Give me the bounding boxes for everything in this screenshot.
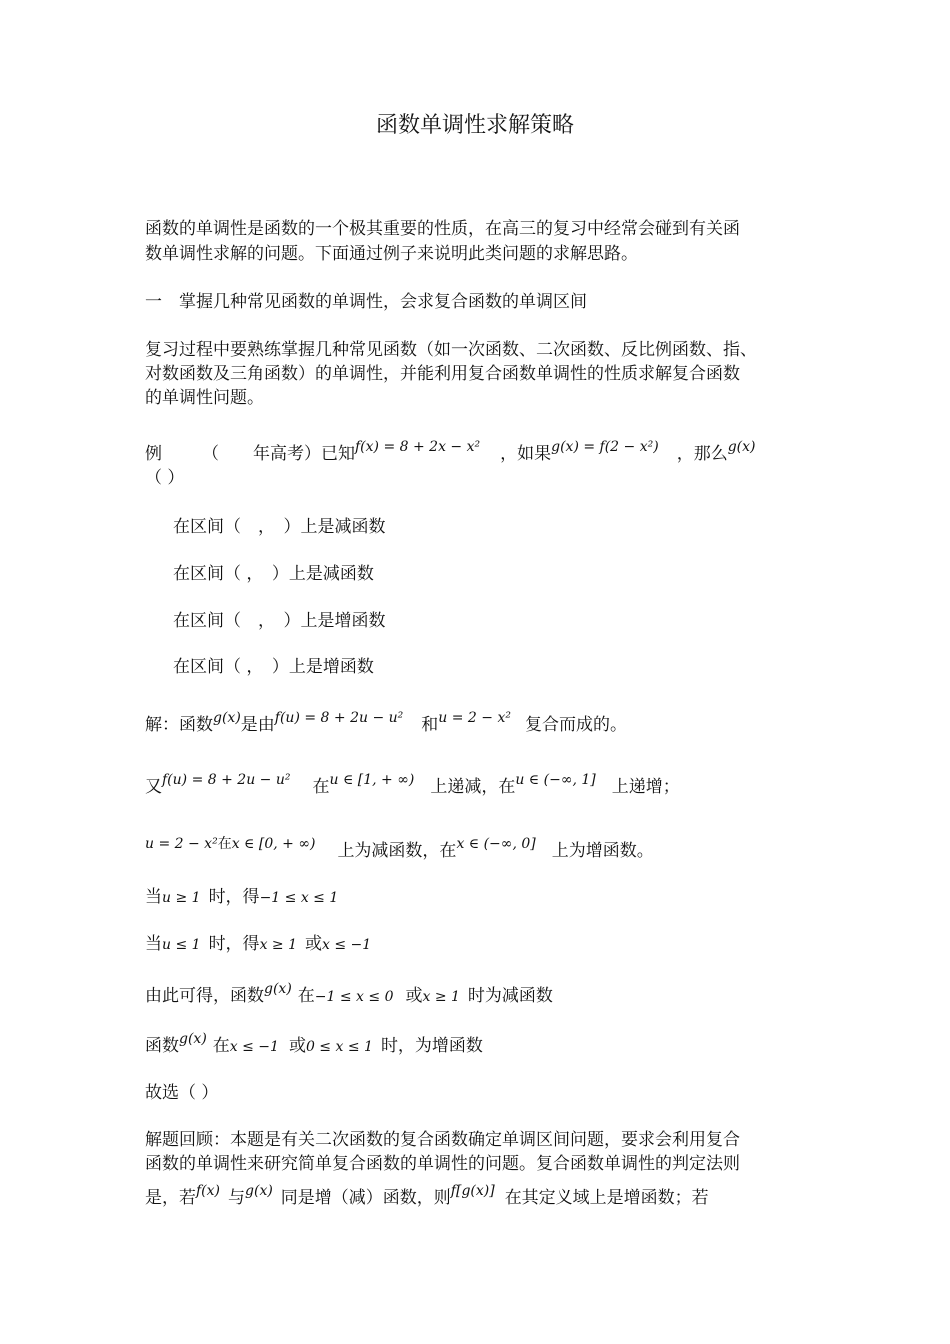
solution-line-3 bbox=[145, 836, 654, 863]
intro-line-2: 数单调性求解的问题。下面通过例子来说明此类问题的求解思路。 bbox=[145, 244, 638, 264]
example-answer-paren: （ ） bbox=[145, 468, 185, 488]
solution-text: 在 bbox=[297, 986, 315, 1006]
intro-line-1: 函数的单调性是函数的一个极其重要的性质，在高三的复习中经常会碰到有关函 bbox=[145, 219, 740, 239]
review2-line-2: 函数的单调性来研究简单复合函数的单调性的问题。复合函数单调性的判定法则 bbox=[145, 1154, 740, 1174]
solution-text: 上为增函数。 bbox=[551, 841, 654, 861]
g-of-x: g(x) bbox=[179, 1031, 207, 1047]
solution-text: 上为减函数，在 bbox=[337, 841, 457, 861]
solution-text: 是由 bbox=[240, 715, 275, 735]
review-line-1: 复习过程中要熟练掌握几种常见函数（如一次函数、二次函数、反比例函数、指、 bbox=[145, 340, 757, 360]
example-label: 例 bbox=[145, 444, 162, 464]
option-c: 在区间（ ， ）上是增函数 bbox=[173, 611, 386, 631]
review-line-3: 的单调性问题。 bbox=[145, 388, 264, 408]
solution-label: 解：函数 bbox=[145, 715, 213, 735]
solution-line-7 bbox=[145, 1031, 483, 1058]
solution-line-5 bbox=[145, 933, 371, 956]
example-line bbox=[145, 439, 756, 466]
result: x ≥ 1 bbox=[259, 937, 297, 953]
example-text: 年高考）已知 bbox=[253, 444, 355, 464]
review-text: 与 bbox=[228, 1188, 246, 1208]
g-of-x: g(x) bbox=[213, 710, 241, 726]
review2-line-1: 解题回顾：本题是有关二次函数的复合函数确定单调区间问题，要求会利用复合 bbox=[145, 1130, 740, 1150]
review-line-2: 对数函数及三角函数）的单调性，并能利用复合函数单调性的性质求解复合函数 bbox=[145, 364, 740, 384]
section-heading: 一 掌握几种常见函数的单调性，会求复合函数的单调区间 bbox=[145, 292, 587, 312]
solution-text: 或 bbox=[288, 1036, 306, 1056]
solution-text: 在 bbox=[217, 836, 232, 852]
solution-text: 时为减函数 bbox=[467, 986, 553, 1006]
review-text: 是，若 bbox=[145, 1188, 196, 1208]
solution-text: 上递增； bbox=[611, 777, 680, 797]
solution-text: 在 bbox=[312, 777, 330, 797]
interval: x ≤ −1 bbox=[229, 1039, 279, 1055]
f-of-g-of-x: f[g(x)] bbox=[450, 1183, 495, 1199]
choose-answer: 故选（ ） bbox=[145, 1083, 219, 1103]
solution-text: 或 bbox=[305, 934, 322, 954]
solution-text: 又 bbox=[145, 777, 162, 797]
f-of-x: f(x) bbox=[196, 1183, 221, 1199]
solution-line-2 bbox=[145, 772, 680, 799]
interval: u ∈ (−∞, 1] bbox=[515, 772, 596, 788]
solution-text: 当 bbox=[145, 934, 162, 954]
example-text-3: ，那么 bbox=[676, 444, 728, 464]
review-text: 同是增（减）函数，则 bbox=[280, 1188, 451, 1208]
u-definition: u = 2 − x² bbox=[438, 710, 511, 726]
solution-line-1 bbox=[145, 710, 627, 737]
solution-text: 在 bbox=[212, 1036, 230, 1056]
review-text: 在其定义域上是增函数；若 bbox=[504, 1188, 709, 1208]
page-title: 函数单调性求解策略 bbox=[375, 113, 574, 138]
solution-text: 时，得 bbox=[208, 934, 260, 954]
g-of-x: g(x) bbox=[727, 439, 756, 455]
solution-line-6 bbox=[145, 981, 553, 1008]
f-of-u: f(u) = 8 + 2u − u² bbox=[162, 772, 291, 788]
f-definition: f(x) = 8 + 2x − x² bbox=[355, 439, 481, 455]
solution-text-2: 和 bbox=[421, 715, 439, 735]
solution-text: 上递减，在 bbox=[430, 777, 516, 797]
example-paren-open: （ bbox=[202, 444, 219, 464]
solution-text-3: 复合而成的。 bbox=[524, 715, 627, 735]
solution-text: 由此可得，函数 bbox=[145, 986, 264, 1006]
condition: u ≤ 1 bbox=[162, 937, 201, 953]
option-a: 在区间（ ， ）上是减函数 bbox=[173, 517, 386, 537]
option-d: 在区间（ ， ）上是增函数 bbox=[173, 657, 374, 677]
f-of-u: f(u) = 8 + 2u − u² bbox=[274, 710, 404, 726]
result: x ≤ −1 bbox=[322, 937, 372, 953]
g-definition: g(x) = f(2 − x²) bbox=[551, 439, 659, 455]
interval: x ∈ [0, + ∞) bbox=[231, 836, 316, 852]
interval: u ∈ [1, + ∞) bbox=[329, 772, 415, 788]
interval: x ∈ (−∞, 0] bbox=[456, 836, 536, 852]
interval: −1 ≤ x ≤ 0 bbox=[314, 989, 394, 1005]
solution-text: 时，得 bbox=[208, 887, 260, 907]
solution-text: 当 bbox=[145, 887, 162, 907]
solution-text: 或 bbox=[405, 986, 423, 1006]
g-of-x: g(x) bbox=[245, 1183, 273, 1199]
result: −1 ≤ x ≤ 1 bbox=[259, 890, 339, 906]
solution-line-4 bbox=[145, 886, 338, 909]
solution-text: 时，为增函数 bbox=[380, 1036, 483, 1056]
review2-line-3 bbox=[145, 1183, 709, 1210]
condition: u ≥ 1 bbox=[162, 890, 201, 906]
g-of-x: g(x) bbox=[264, 981, 292, 997]
interval: x ≥ 1 bbox=[422, 989, 460, 1005]
option-b: 在区间（ ， ）上是减函数 bbox=[173, 564, 374, 584]
example-text-2: ，如果 bbox=[500, 444, 552, 464]
interval: 0 ≤ x ≤ 1 bbox=[305, 1039, 373, 1055]
solution-text: 函数 bbox=[145, 1036, 179, 1056]
u-definition: u = 2 − x² bbox=[145, 836, 218, 852]
